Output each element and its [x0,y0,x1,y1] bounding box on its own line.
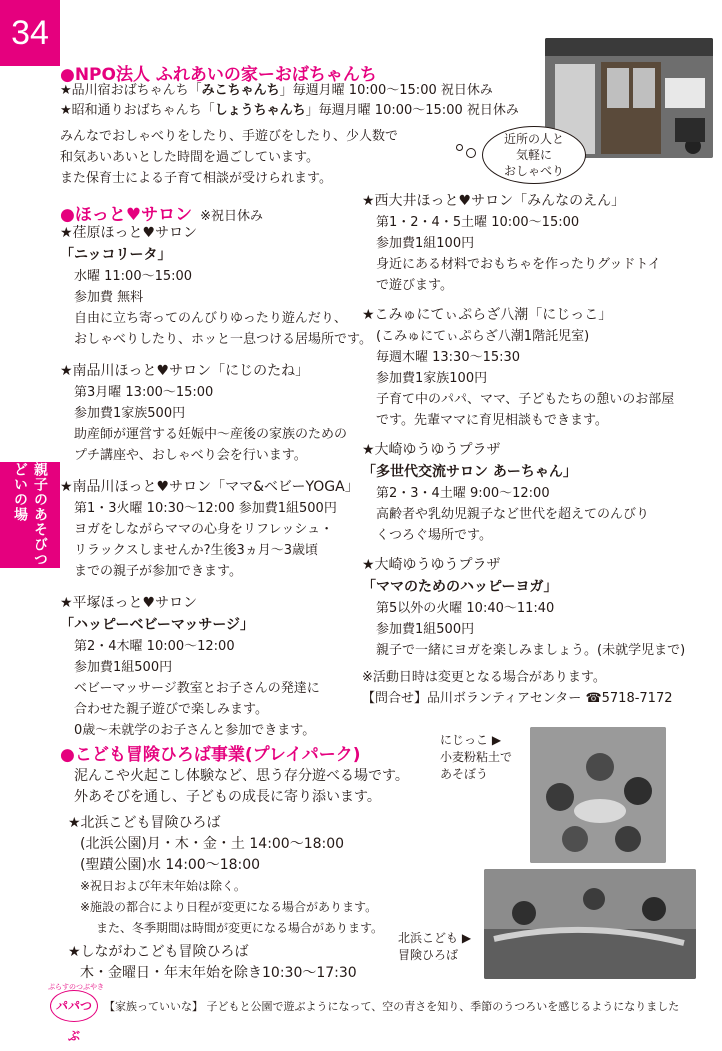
salon-entry-line: プチ講座や、おしゃべり会を行います。 [74,448,307,463]
npo-line1-suffix: 」毎週月曜 10:00〜15:00 祝日休み [279,83,493,98]
kitahama-title: ★北浜こども冒険ひろば [68,815,221,831]
salon-entry-minnanoen [362,190,714,296]
salon-entry-title: ★大崎ゆうゆうプラザ [362,557,501,573]
salon-entry-line: 合わせた親子遊びで楽しみます。 [74,702,268,717]
bubble-line: 気軽に [515,148,552,162]
salon-entry-nijikko [362,304,714,431]
npo-desc-line: また保育士による子育て相談が受けられます。 [60,171,332,186]
salon-entry-line: 親子で一緒にヨガを楽しみましょう。(未就学児まで) [376,643,686,658]
salon-entry-line: 参加費1組100円 [376,236,475,251]
salon-entry-line: 参加費1家族500円 [74,406,186,421]
playpark-note: ※祝日および年末年始は除く。 [80,879,246,893]
salon-entry-name: 「多世代交流サロン あーちゃん」 [362,464,577,480]
salon-entry-line: (こみゅにてぃぷらざ八潮1階託児室) [376,329,590,344]
salon-entry-line: 毎週木曜 13:30〜15:30 [376,350,521,365]
npo-line2-prefix: ★昭和通りおばちゃんち「 [60,103,215,118]
npo-line1-prefix: ★品川宿おばちゃんち「 [60,83,202,98]
shinagawa-title: ★しながわこども冒険ひろば [68,944,249,960]
salon-left-column [60,222,372,741]
side-tab [0,462,60,568]
bubble-tail-dot [466,148,476,158]
salon-entry-title: ★大崎ゆうゆうプラザ [362,442,501,458]
salon-entry-achan [362,439,714,546]
clay-play-photo [530,727,666,863]
npo-description [60,126,398,189]
caption-line: 北浜こども ▶ [398,931,472,945]
footer-logo-top: ぷらすのつぶやき [48,983,104,991]
salon-entry-title: ★南品川ほっと♥サロン「にじのたね」 [60,363,310,379]
playpark-heading: ●こども冒険ひろば事業(プレイパーク) [60,745,361,765]
bubble-line: 近所の人と [503,132,564,146]
salon-heading-title: ●ほっと♥サロン [60,205,193,225]
salon-entry-line: 助産師が運営する妊娠中〜産後の家族のための [74,427,348,442]
salon-entry-line: までの親子が参加できます。 [74,564,242,579]
playpark-note: また、冬季期間は時間が変更になる場合があります。 [96,921,384,935]
kitahama-line: (聖蹟公園)水 14:00〜18:00 [80,857,261,873]
salon-heading-note: ※祝日休み [200,209,263,224]
salon-entry-title: ★こみゅにてぃぷらざ八潮「にじっこ」 [362,307,613,323]
caption-line: 小麦粉粘土で [440,750,513,764]
salon-notice: ※活動日時は変更となる場合があります。 [362,670,606,685]
salon-entry-name: 「ニッコリータ」 [60,247,172,263]
salon-entry-title: ★南品川ほっと♥サロン「ママ&ベビーYOGA」 [60,479,359,495]
caption-line: あそぼう [440,767,489,781]
salon-entry-line: 身近にある材料でおもちゃを作ったりグッドトイ [376,257,661,272]
papatsubu-logo: パパつぶ [50,990,98,1022]
bubble-tail-dot [456,144,463,151]
salon-entry-line: 0歳〜未就学のお子さんと参加できます。 [74,723,316,738]
caption-line: 冒険ひろば [398,948,459,962]
salon-entry-happy-yoga [362,554,714,661]
salon-entry-line: おしゃべりしたり、ホッと一息つける居場所です。 [74,332,372,347]
salon-contact: 【問合せ】品川ボランティアセンター ☎5718-7172 [362,691,673,706]
park-photo-image [484,869,696,979]
salon-entry-nijinotane [60,360,360,466]
salon-entry-line: 参加費 無料 [74,290,144,305]
npo-line2-name: しょうちゃんち [214,103,306,118]
salon-entry-line: 子育て中のパパ、ママ、子どもたちの憩いのお部屋 [376,392,675,407]
salon-entry-line: 水曜 11:00〜15:00 [74,269,193,284]
salon-entry-line: 第2・3・4土曜 9:00〜12:00 [376,486,550,501]
salon-entry-title: ★荏原ほっと♥サロン [60,225,198,241]
salon-entry-line: リラックスしませんか?生後3ヵ月〜3歳頃 [74,543,319,558]
photo-caption-kitahama [398,930,471,964]
clay-play-photo-image [530,727,666,863]
salon-entry-title: ★西大井ほっと♥サロン「みんなのえん」 [362,193,626,209]
salon-entry-line: 高齢者や乳幼児親子など世代を超えてのんびり [376,507,650,522]
npo-desc-line: みんなでおしゃべりをしたり、手遊びをしたり、少人数で [60,129,399,144]
speech-bubble [482,126,586,184]
salon-entry-name: 「ハッピーベビーマッサージ」 [60,617,255,633]
npo-heading: ●NPO法人 ふれあいの家ーおばちゃんち [60,65,377,85]
bubble-line: おしゃべり [503,164,564,178]
salon-entry-line: ベビーマッサージ教室とお子さんの発達に [74,681,320,696]
playpark-desc-line: 外あそびを通し、子どもの成長に寄り添います。 [74,789,381,805]
salon-entry-name: 「ママのためのハッピーヨガ」 [362,579,558,595]
salon-entry-line: 参加費1組500円 [74,660,173,675]
salon-entry-nikkorita [60,222,372,350]
side-tab-label: 親子のあそびつどいの場 [12,462,48,567]
salon-entry-line: 第1・2・4・5土曜 10:00〜15:00 [376,215,580,230]
npo-line2-suffix: 」毎週月曜 10:00〜15:00 祝日休み [305,103,519,118]
playpark-body [60,766,440,984]
npo-line1-name: みこちゃんち [201,83,280,98]
kitahama-line: (北浜公園)月・木・金・土 14:00〜18:00 [80,836,345,852]
salon-entry-mama-baby-yoga [60,476,360,582]
playpark-desc-line: 泥んこや火起こし体験など、思う存分遊べる場です。 [74,768,409,784]
npo-desc-line: 和気あいあいとした時間を過ごしています。 [60,150,319,165]
salon-entry-title: ★平塚ほっと♥サロン [60,595,198,611]
playpark-note: ※施設の都合により日程が変更になる場合があります。 [80,900,378,914]
caption-line: にじっこ ▶ [440,733,502,747]
salon-entry-line: くつろぐ場所です。 [376,528,492,543]
salon-entry-line: 参加費1家族100円 [376,371,488,386]
salon-entry-line: 自由に立ち寄ってのんびりゆったり遊んだり、 [74,311,347,326]
npo-line-shochanchi [60,100,519,121]
salon-entry-line: 第5以外の火曜 10:40〜11:40 [376,601,555,616]
shinagawa-line: 木・金曜日・年末年始を除き10:30〜17:30 [80,965,357,981]
salon-entry-baby-massage [60,592,360,741]
photo-caption-nijikko [440,732,512,783]
salon-entry-line: 参加費1組500円 [376,622,475,637]
footer-text: 【家族っていいな】 子どもと公園で遊ぶようになって、空の青さを知り、季節のうつろいを感じるようになりました [104,1000,680,1013]
salon-right-column [362,190,714,709]
salon-entry-line: 第3月曜 13:00〜15:00 [74,385,214,400]
salon-entry-line: 第2・4木曜 10:00〜12:00 [74,639,235,654]
page-number: 34 [0,0,60,66]
salon-entry-line: です。先輩ママに育児相談もできます。 [376,413,608,428]
park-photo [484,869,696,979]
npo-line-mikochanchi [60,80,493,101]
salon-entry-line: で遊びます。 [376,278,453,293]
salon-entry-line: 第1・3火曜 10:30〜12:00 参加費1組500円 [74,501,337,516]
salon-entry-line: ヨガをしながらママの心身をリフレッシュ・ [74,522,334,537]
